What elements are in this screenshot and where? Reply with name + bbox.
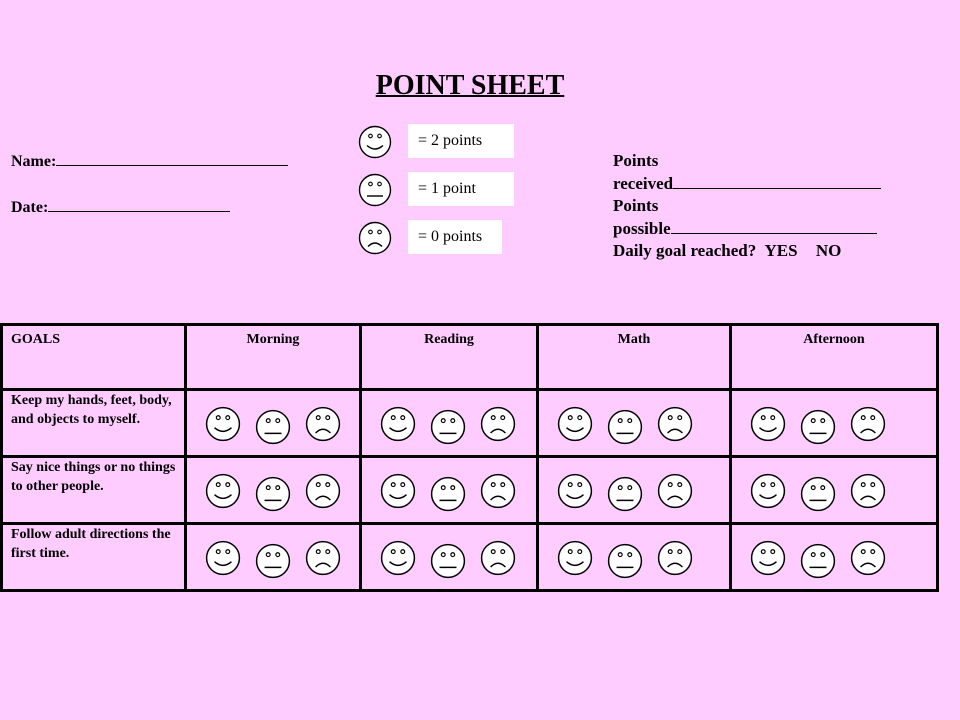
goal-text: Say nice things or no things to other people. (2, 457, 186, 524)
rating-cell[interactable] (186, 457, 361, 524)
neutral-face-icon[interactable] (430, 476, 466, 512)
smile-icon[interactable] (205, 406, 241, 442)
neutral-face-icon[interactable] (800, 409, 836, 445)
column-header: Math (538, 325, 731, 390)
table-row (2, 457, 938, 524)
neutral-face-icon[interactable] (607, 543, 643, 579)
date-label: Date: (11, 199, 49, 216)
frown-icon[interactable] (850, 406, 886, 442)
smile-icon[interactable] (750, 540, 786, 576)
table-row (2, 390, 938, 457)
possible-blank[interactable] (671, 219, 877, 234)
table-row (2, 524, 938, 591)
daily-goal-row (613, 240, 943, 263)
table-header-row (2, 325, 938, 390)
smile-icon[interactable] (557, 473, 593, 509)
no-option[interactable]: NO (815, 241, 842, 260)
neutral-face-icon[interactable] (255, 476, 291, 512)
points-label: Points (613, 151, 659, 170)
received-label: received (613, 173, 674, 193)
frown-icon[interactable] (657, 406, 693, 442)
smile-icon[interactable] (205, 540, 241, 576)
legend-label: = 0 points (408, 220, 502, 254)
legend-label: = 1 point (408, 172, 514, 206)
rating-cell[interactable] (538, 457, 731, 524)
frown-icon[interactable] (657, 473, 693, 509)
smile-icon[interactable] (750, 406, 786, 442)
student-info (11, 150, 288, 219)
name-blank[interactable] (56, 151, 288, 166)
points-received-field[interactable] (613, 173, 943, 196)
rating-cell[interactable] (361, 390, 538, 457)
neutral-face-icon[interactable] (800, 476, 836, 512)
frown-icon[interactable] (850, 540, 886, 576)
frown-icon[interactable] (850, 473, 886, 509)
rating-cell[interactable] (731, 457, 938, 524)
smile-icon[interactable] (750, 473, 786, 509)
rating-cell[interactable] (361, 457, 538, 524)
neutral-face-icon (358, 173, 392, 207)
smile-icon[interactable] (205, 473, 241, 509)
column-header: GOALS (2, 325, 186, 390)
possible-label: possible (613, 218, 671, 238)
smile-icon[interactable] (380, 540, 416, 576)
name-label: Name: (11, 153, 57, 170)
points-possible-field[interactable] (613, 218, 943, 241)
frown-icon[interactable] (305, 473, 341, 509)
neutral-face-icon[interactable] (430, 409, 466, 445)
points-summary (613, 150, 943, 263)
column-header: Reading (361, 325, 538, 390)
frown-icon[interactable] (480, 406, 516, 442)
neutral-face-icon[interactable] (255, 409, 291, 445)
frown-icon[interactable] (305, 540, 341, 576)
received-blank[interactable] (673, 174, 881, 189)
goals-table (0, 323, 939, 592)
smile-icon (358, 125, 392, 159)
date-blank[interactable] (48, 197, 230, 212)
neutral-face-icon[interactable] (607, 409, 643, 445)
frown-icon (358, 221, 392, 255)
points-label: Points (613, 196, 659, 215)
legend-label: = 2 points (408, 124, 514, 158)
smile-icon[interactable] (380, 473, 416, 509)
neutral-face-icon[interactable] (430, 543, 466, 579)
yes-option[interactable]: YES (764, 241, 798, 260)
rating-cell[interactable] (186, 390, 361, 457)
rating-cell[interactable] (186, 524, 361, 591)
rating-cell[interactable] (361, 524, 538, 591)
date-field[interactable] (11, 196, 288, 219)
frown-icon[interactable] (480, 473, 516, 509)
page-title: POINT SHEET (375, 70, 565, 101)
goal-text: Keep my hands, feet, body, and objects to myself. (2, 390, 186, 457)
goal-text: Follow adult directions the first time. (2, 524, 186, 591)
daily-goal-question: Daily goal reached? (613, 241, 757, 260)
smile-icon[interactable] (380, 406, 416, 442)
frown-icon[interactable] (657, 540, 693, 576)
column-header: Afternoon (731, 325, 938, 390)
smile-icon[interactable] (557, 540, 593, 576)
rating-cell[interactable] (731, 524, 938, 591)
neutral-face-icon[interactable] (607, 476, 643, 512)
neutral-face-icon[interactable] (255, 543, 291, 579)
column-header: Morning (186, 325, 361, 390)
rating-cell[interactable] (731, 390, 938, 457)
frown-icon[interactable] (305, 406, 341, 442)
rating-cell[interactable] (538, 390, 731, 457)
smile-icon[interactable] (557, 406, 593, 442)
neutral-face-icon[interactable] (800, 543, 836, 579)
frown-icon[interactable] (480, 540, 516, 576)
rating-cell[interactable] (538, 524, 731, 591)
name-field[interactable] (11, 150, 288, 173)
